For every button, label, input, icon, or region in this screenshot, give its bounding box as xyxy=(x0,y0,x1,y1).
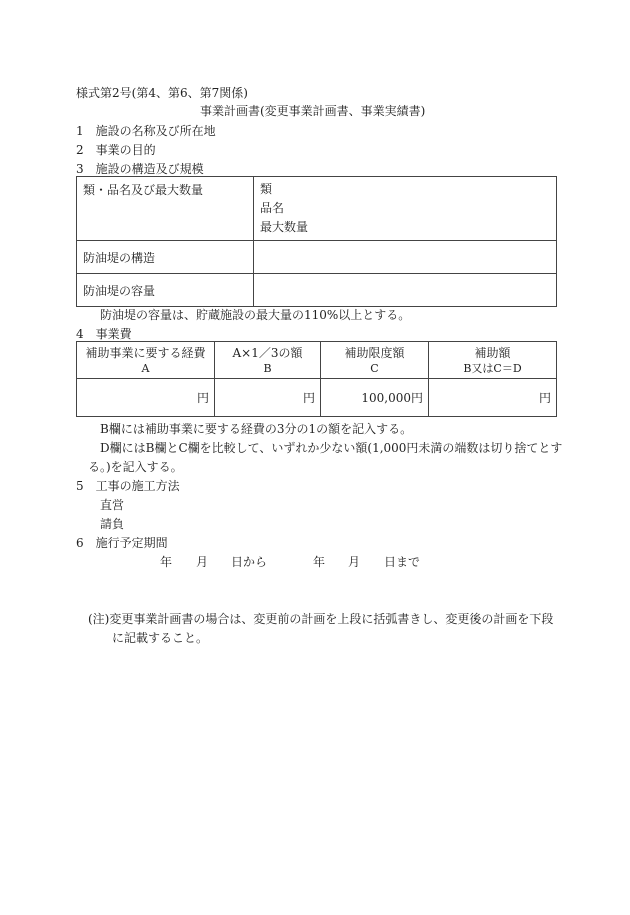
facility-table xyxy=(76,176,557,307)
cost-header-c xyxy=(321,342,429,379)
cost-header-c-title: 補助限度額 xyxy=(344,346,405,360)
cost-header-a-letter: A xyxy=(141,362,150,375)
facility-item-name-label: 品名 xyxy=(260,201,285,215)
cost-note-d-line1: D欄にはB欄とC欄を比較して、いずれか少ない額(1,000円未満の端数は切り捨てとす xyxy=(100,441,563,455)
period-from-month: 月 xyxy=(196,555,209,569)
period-from-year: 年 xyxy=(160,555,173,569)
cost-header-d-title: 補助額 xyxy=(474,346,511,360)
period-to-month: 月 xyxy=(348,555,361,569)
dike-capacity-label: 防油堤の容量 xyxy=(83,284,156,298)
period-from-day: 日から xyxy=(231,555,268,569)
cost-value-b: 円 xyxy=(215,379,321,417)
method-direct: 直営 xyxy=(100,498,125,512)
form-number: 様式第2号(第4、第6、第7関係) xyxy=(76,86,248,100)
period-to-day: 日まで xyxy=(384,555,421,569)
section-1-heading: 1 施設の名称及び所在地 xyxy=(76,124,216,138)
cost-header-c-letter: C xyxy=(370,362,379,375)
facility-type-label-cell xyxy=(77,177,254,241)
cost-header-a-title: 補助事業に要する経費 xyxy=(85,346,206,360)
cost-value-a: 円 xyxy=(77,379,215,417)
cost-note-b: B欄には補助事業に要する経費の3分の1の額を記入する。 xyxy=(100,422,413,436)
cost-header-d xyxy=(429,342,557,379)
section-3-heading: 3 施設の構造及び規模 xyxy=(76,162,204,176)
facility-type-label: 類・品名及び最大数量 xyxy=(83,183,204,197)
dike-structure-label-cell xyxy=(77,241,254,274)
facility-type-value-cell xyxy=(254,177,557,241)
cost-header-b xyxy=(215,342,321,379)
capacity-note: 防油堤の容量は、貯蔵施設の最大量の110%以上とする。 xyxy=(100,308,411,322)
dike-structure-label: 防油堤の構造 xyxy=(83,251,156,265)
cost-header-b-letter: B xyxy=(263,362,272,375)
method-contract: 請負 xyxy=(100,517,125,531)
facility-class-label: 類 xyxy=(260,182,273,196)
cost-value-c: 100,000円 xyxy=(321,379,429,417)
period-to-year: 年 xyxy=(313,555,326,569)
cost-header-a xyxy=(77,342,215,379)
cost-note-d-line2: る。)を記入する。 xyxy=(88,460,183,474)
section-2-heading: 2 事業の目的 xyxy=(76,143,156,157)
cost-value-d: 円 xyxy=(429,379,557,417)
cost-header-d-letter: B又はC＝D xyxy=(463,362,522,375)
footnote-line1: (注)変更事業計画書の場合は、変更前の計画を上段に括弧書きし、変更後の計画を下段 xyxy=(88,612,554,626)
section-4-heading: 4 事業費 xyxy=(76,327,132,341)
dike-structure-value-cell xyxy=(254,241,557,274)
cost-header-b-title: A×1／3の額 xyxy=(232,346,303,360)
footnote-line2: に記載すること。 xyxy=(112,631,209,645)
section-5-heading: 5 工事の施工方法 xyxy=(76,479,180,493)
cost-table xyxy=(76,341,557,417)
document-title: 事業計画書(変更事業計画書、事業実績書) xyxy=(200,104,426,118)
dike-capacity-label-cell xyxy=(77,274,254,307)
facility-max-quantity-label: 最大数量 xyxy=(260,220,309,234)
dike-capacity-value-cell xyxy=(254,274,557,307)
section-6-heading: 6 施行予定期間 xyxy=(76,536,168,550)
